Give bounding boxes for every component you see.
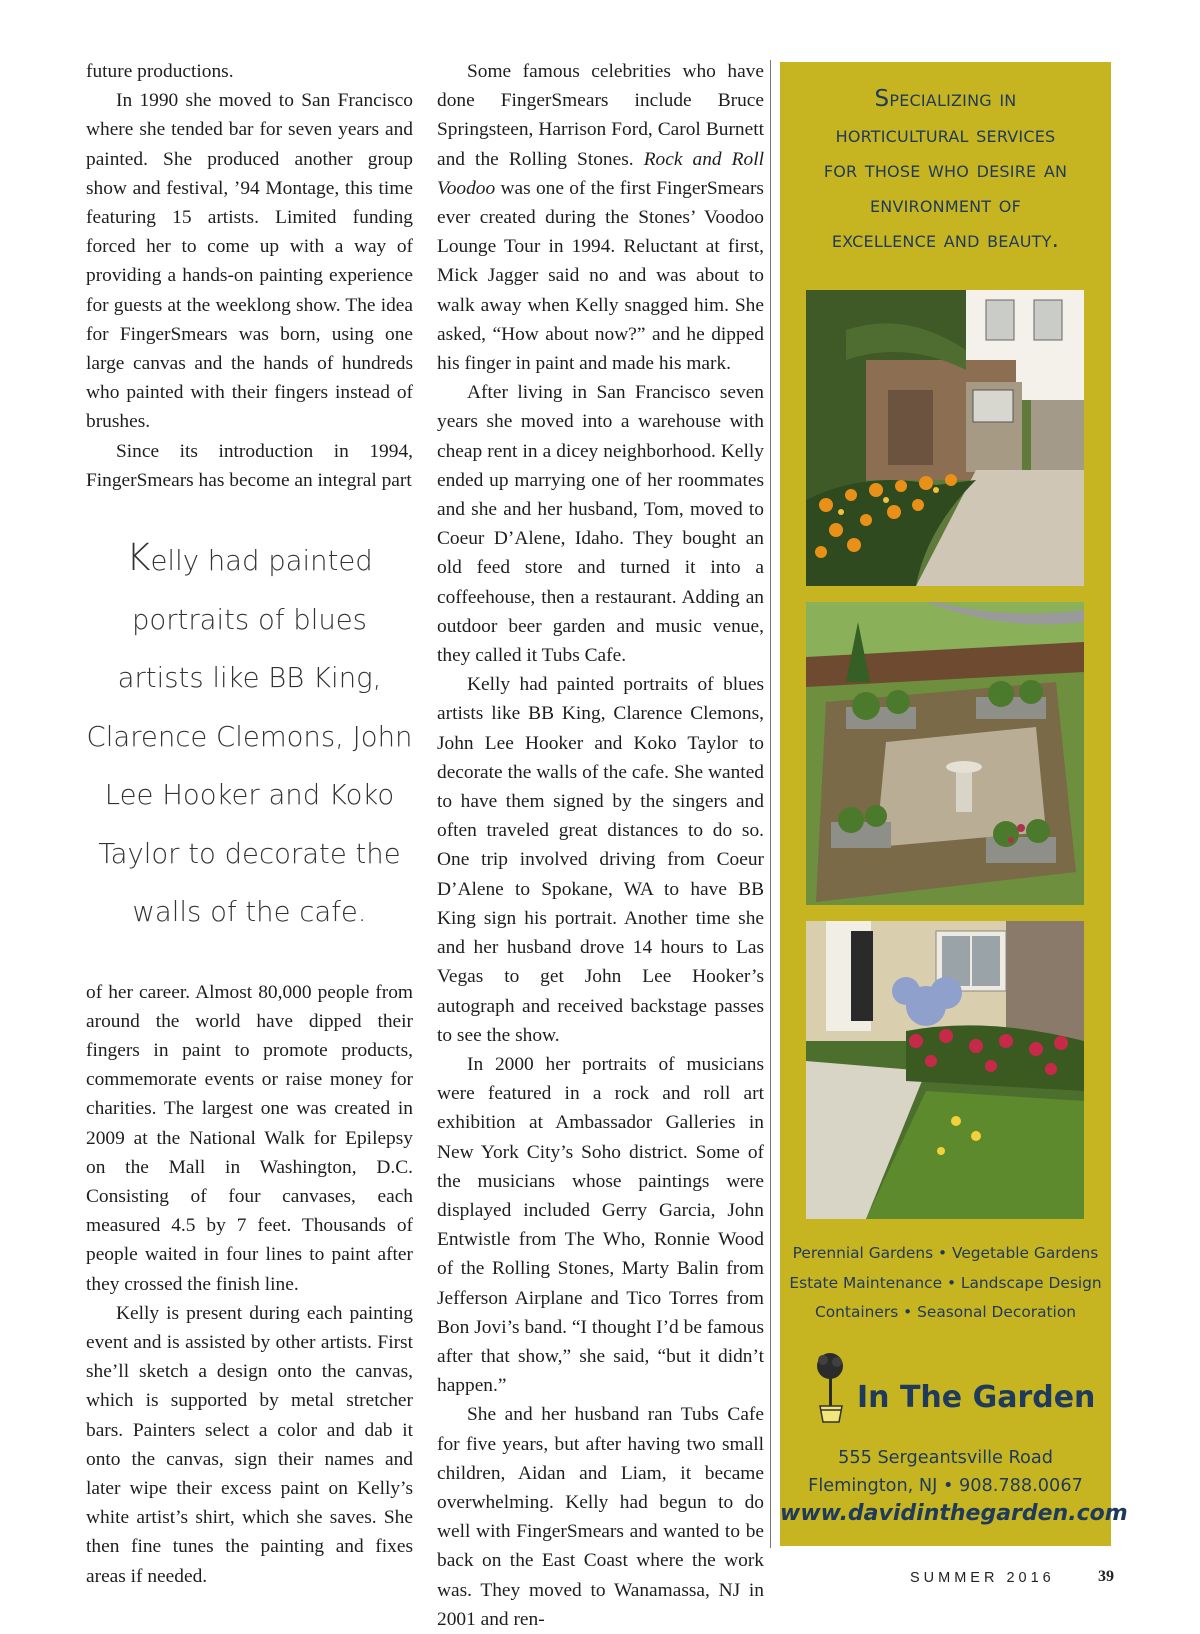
paragraph: Since its introduction in 1994, FingerSmears has become an integral part xyxy=(86,440,413,491)
column-divider xyxy=(770,60,771,1548)
paragraph: She and her husband ran Tubs Cafe for five years, but after having two small children, Aidan and Liam, it became overwhelming. Kelly had begun to do well with FingerSmears and wanted to be back on the East Coast where the work was. They moved to Wanamassa, NJ in 2001 and ren- xyxy=(437,1404,764,1630)
brand-name: In The Garden xyxy=(857,1380,1096,1415)
ad-headline: Specializing in horticultural services for those who desire an environment of excellence and beauty. xyxy=(823,86,1068,253)
page-number: 39 xyxy=(1098,1568,1114,1585)
pull-quote-text: elly had painted portraits of blues artists like BB King, Clarence Clemons, John Lee Hooker and Koko Taylor to decorate the walls of the cafe. xyxy=(86,545,413,929)
paragraph: future productions. xyxy=(86,61,234,82)
paragraph: After living in San Francisco seven years she moved into a warehouse with cheap rent in a dicey neighborhood. Kelly ended up marrying one of her roommates and she and her husband, Tom, moved to Coeur D’Alene, Idaho. They bought an old feed store and turned it into a coffeehouse, then a restaurant. Adding an outdoor beer garden and music venue, they called it Tubs Cafe. xyxy=(437,382,764,667)
paragraph: In 2000 her portraits of musicians were featured in a rock and roll art exhibition at Ambassador Galleries in New York City’s Soho district. Some of the musicians whose paintings were displayed included Gerry Garcia, John Entwistle from The Who, Ronnie Wood of the Rolling Stones, Marty Balin from Jefferson Airplane and Tico Torres from Bon Jovi’s band. “I thought I’d be famous after that show,” she said, “but it didn’t happen.” xyxy=(437,1053,764,1397)
paragraph: Some famous celebrities who have done FingerSmears include Bruce Springsteen, Harrison Ford, Carol Burnett and the Rolling Stones. Rock and Roll Voodoo was one of the first FingerSmears ever created during the Stones’ Voodoo Lounge Tour in 1994. Reluctant at first, Mick Jagger said no and was about to walk away when Kelly snagged him. She asked, “How about now?” and he dipped his finger in paint and made his mark. xyxy=(437,61,764,375)
paragraph: Kelly had painted portraits of blues artists like BB King, Clarence Clemons, John Lee Hooker and Koko Taylor to decorate the walls of the cafe. She wanted to have them signed by the singers and often traveled great distances to do so. One trip involved driving from Coeur D’Alene to Spokane, WA to have BB King sign his portrait. Another time she and her husband drove 14 hours to Las Vegas to get John Lee Hooker’s autograph and received backstage passes to see the show. xyxy=(437,674,764,1046)
paragraph: In 1990 she moved to San Francisco where she tended bar for seven years and painted. She produced another group show and festival, ’94 Montage, this time featuring 15 artists. Limited funding forced her to come up with a way of providing a hands-on painting experience for guests at the weeklong show. The idea for FingerSmears was born, using one large canvas and the hands of hundreds who painted with their fingers instead of brushes. xyxy=(86,90,413,433)
garden-advertisement xyxy=(780,62,1128,1546)
ad-website-link[interactable]: www.davidinthegarden.com xyxy=(780,1501,1128,1526)
article-column-2 xyxy=(437,57,764,1634)
topiary-icon xyxy=(812,1350,852,1426)
artwork-title: Rock and Roll Voodoo xyxy=(437,148,764,199)
paragraph: of her career. Almost 80,000 people from around the world have dipped their fingers in paint to promote products, commemorate events or raise money for charities. The largest one was created in 2009 at the National Walk for Epilepsy on the Mall in Washington, D.C. Consisting of four canvases, each measured 4.5 by 7 feet. Thousands of people waited in four lines to paint after they crossed the finish line. xyxy=(86,981,413,1295)
article-column-1 xyxy=(86,57,413,1591)
issue-label: SUMMER 2016 xyxy=(910,1570,1055,1586)
garden-photo-front-yard xyxy=(806,921,1084,1219)
pull-quote xyxy=(86,529,413,942)
in-the-garden-logo xyxy=(806,1350,1096,1430)
garden-photo-house-entrance xyxy=(806,290,1084,586)
garden-photo-raised-beds xyxy=(806,602,1084,905)
pull-quote-initial: K xyxy=(126,536,151,580)
ad-address: 555 Sergeantsville Road Flemington, NJ • 908.788.0067 xyxy=(808,1448,1083,1496)
ad-services: Perennial Gardens • Vegetable Gardens Estate Maintenance • Landscape Design Containers • Seasonal Decoration xyxy=(789,1244,1102,1321)
paragraph: Kelly is present during each painting event and is assisted by other artists. First she’ll sketch a design onto the canvas, which is supported by metal stretcher bars. Painters select a color and dab it onto the canvas, sign their names and later wipe their excess paint on Kelly’s white artist’s shirt, which she saves. She then fine tunes the painting and fixes areas if needed. xyxy=(86,1302,413,1587)
